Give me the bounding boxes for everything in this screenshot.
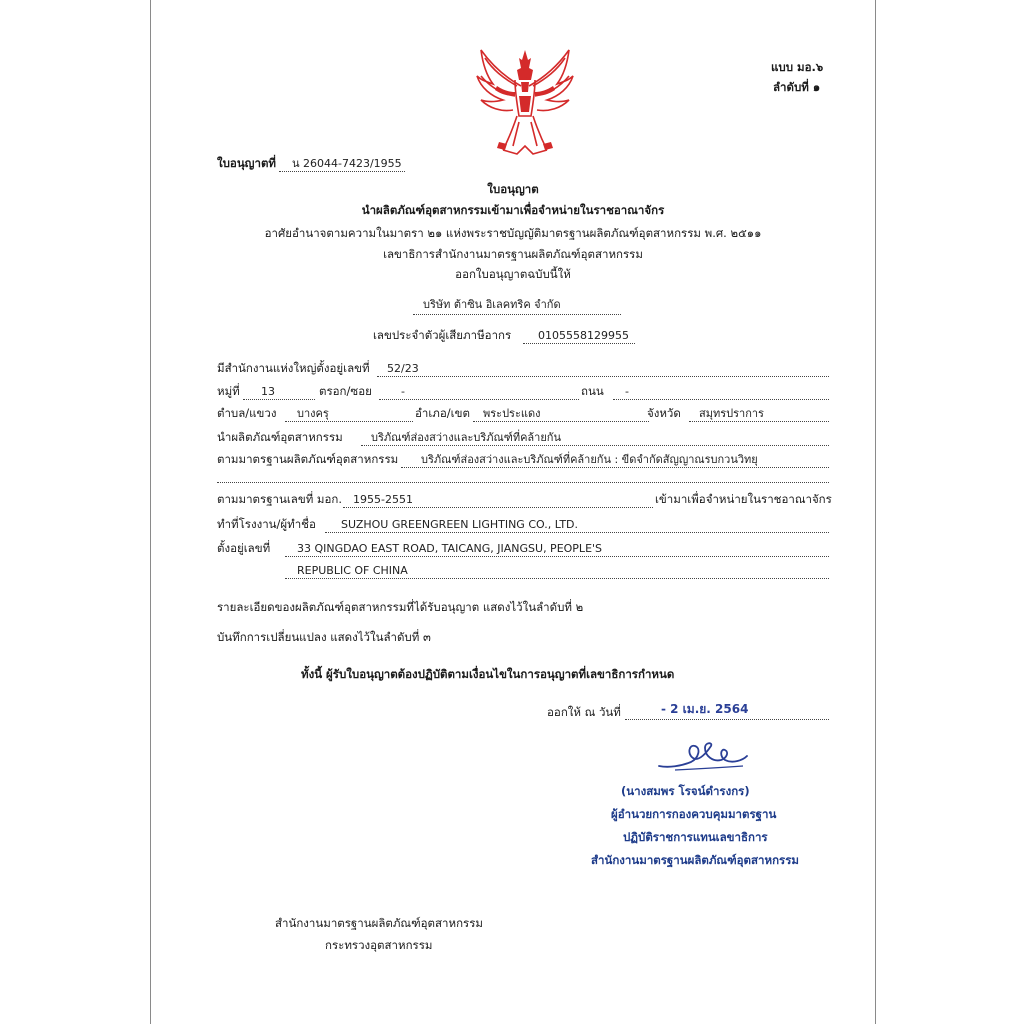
amphoe-label: อำเภอ/เขต — [415, 406, 470, 420]
license-number-label: ใบอนุญาตที่ — [217, 156, 276, 170]
license-number-value: น 26044-7423/1955 — [292, 157, 402, 170]
tax-id-label: เลขประจำตัวผู้เสียภาษีอากร — [373, 328, 512, 342]
issued-date-value: - 2 เม.ย. 2564 — [661, 702, 749, 716]
changes-note: บันทึกการเปลี่ยนแปลง แสดงไว้ในลำดับที่ ๓ — [217, 630, 431, 644]
road-label: ถนน — [581, 384, 604, 398]
product-value: บริภัณฑ์ส่องสว่างและบริภัณฑ์ที่คล้ายกัน — [371, 431, 561, 444]
standard-label: ตามมาตรฐานผลิตภัณฑ์อุตสาหกรรม — [217, 452, 399, 466]
signatory-position-2: ปฏิบัติราชการแทนเลขาธิการ — [623, 830, 768, 844]
province-value: สมุทรปราการ — [699, 407, 764, 420]
factory-address-line1: 33 QINGDAO EAST ROAD, TAICANG, JIANGSU, PEOPLE'S — [297, 542, 603, 555]
hq-label: มีสำนักงานแห่งใหญ่ตั้งอยู่เลขที่ — [217, 361, 370, 375]
moo-value: 13 — [261, 385, 275, 398]
footer-office: สำนักงานมาตรฐานผลิตภัณฑ์อุตสาหกรรม — [275, 916, 483, 930]
footer-ministry: กระทรวงอุตสาหกรรม — [325, 938, 433, 952]
form-page: ลำดับที่ ๑ — [773, 80, 821, 94]
signature-icon — [655, 738, 751, 774]
signatory-position-3: สำนักงานมาตรฐานผลิตภัณฑ์อุตสาหกรรม — [591, 853, 799, 867]
secretary-line: เลขาธิการสำนักงานมาตรฐานผลิตภัณฑ์อุตสาหกรรม — [383, 247, 643, 261]
page-subtitle: นำผลิตภัณฑ์อุตสาหกรรมเข้ามาเพื่อจำหน่ายในราชอาณาจักร — [361, 203, 665, 217]
form-code: แบบ มอ.๖ — [771, 60, 824, 74]
product-label: นำผลิตภัณฑ์อุตสาหกรรม — [217, 430, 343, 444]
tax-id-value: 0105558129955 — [538, 329, 629, 342]
issued-date-label: ออกให้ ณ วันที่ — [547, 705, 621, 719]
soi-value: - — [401, 385, 405, 398]
company-name: บริษัท ต้าซิน อิเลคทริค จำกัด — [423, 298, 561, 311]
factory-address-line2: REPUBLIC OF CHINA — [297, 564, 408, 577]
tis-value: 1955-2551 — [353, 493, 413, 506]
condition-note: ทั้งนี้ ผู้รับใบอนุญาตต้องปฏิบัติตามเงื่อนไขในการอนุญาตที่เลขาธิการกำหนด — [301, 667, 675, 681]
factory-label: ทำที่โรงงาน/ผู้ทำชื่อ — [217, 517, 316, 531]
moo-label: หมู่ที่ — [217, 384, 240, 398]
signatory-name: (นางสมพร โรจน์ดำรงกร) — [621, 784, 750, 798]
road-value: - — [625, 385, 629, 398]
signatory-position-1: ผู้อำนวยการกองควบคุมมาตรฐาน — [611, 807, 777, 821]
page-title: ใบอนุญาต — [487, 182, 539, 196]
standard-value: บริภัณฑ์ส่องสว่างและบริภัณฑ์ที่คล้ายกัน : ขีดจำกัดสัญญาณรบกวนวิทยุ — [421, 453, 758, 466]
license-document — [150, 0, 876, 1024]
soi-label: ตรอก/ซอย — [319, 384, 372, 398]
amphoe-value: พระประแดง — [483, 407, 541, 420]
hq-value: 52/23 — [387, 362, 419, 375]
tis-suffix: เข้ามาเพื่อจำหน่ายในราชอาณาจักร — [655, 492, 832, 506]
issue-line: ออกใบอนุญาตฉบับนี้ให้ — [455, 267, 571, 281]
province-label: จังหวัด — [647, 406, 681, 420]
garuda-emblem-icon — [473, 46, 577, 158]
tambon-label: ตำบล/แขวง — [217, 406, 277, 420]
details-note: รายละเอียดของผลิตภัณฑ์อุตสาหกรรมที่ได้รับอนุญาต แสดงไว้ในลำดับที่ ๒ — [217, 600, 584, 614]
tis-label: ตามมาตรฐานเลขที่ มอก. — [217, 492, 343, 506]
factory-address-label: ตั้งอยู่เลขที่ — [217, 541, 271, 555]
factory-value: SUZHOU GREENGREEN LIGHTING CO., LTD. — [341, 518, 579, 531]
authority-line: อาศัยอำนาจตามความในมาตรา ๒๑ แห่งพระราชบัญญัติมาตรฐานผลิตภัณฑ์อุตสาหกรรม พ.ศ. ๒๕๑๑ — [264, 226, 762, 240]
tambon-value: บางครุ — [297, 407, 329, 420]
